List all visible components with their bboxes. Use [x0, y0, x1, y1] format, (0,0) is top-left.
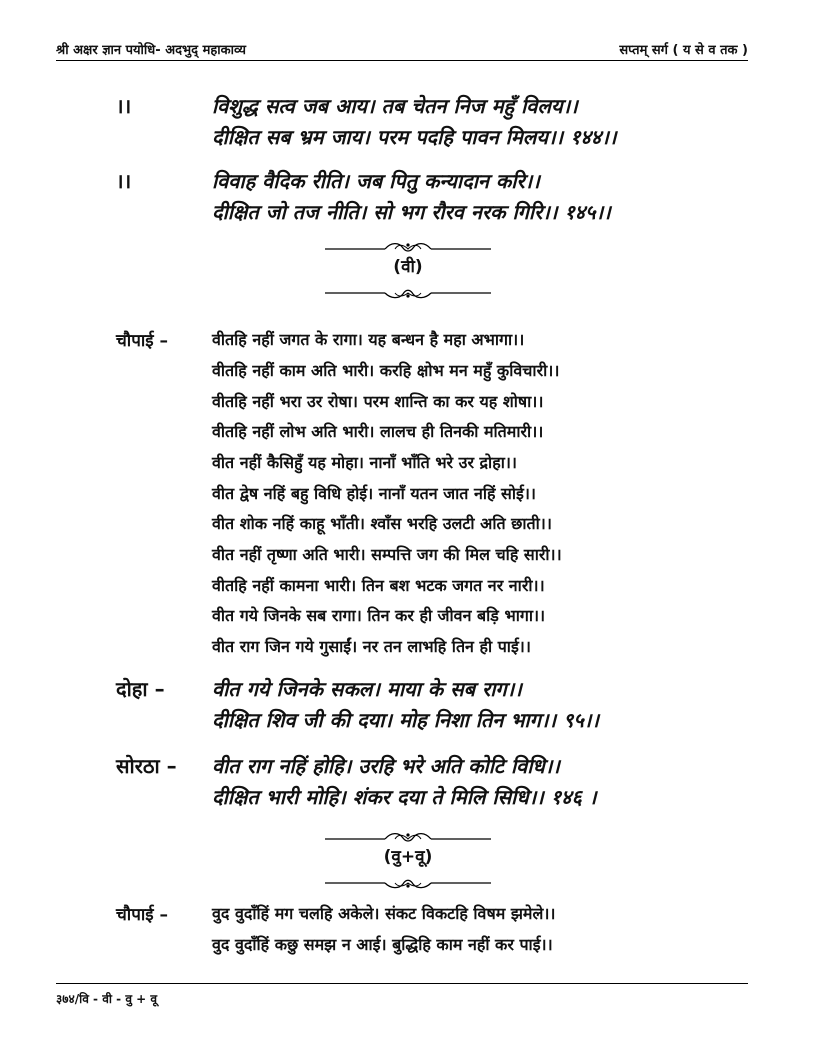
section-title: (वु+वू)	[383, 847, 433, 867]
chaupai-line: वीत राग जिन गये गुसाईं। नर तन लाभहि तिन ही पाई।।	[212, 637, 531, 656]
chaupai-line: वीत नहीं तृष्णा अति भारी। सम्पत्ति जग की मिल चहि सारी।।	[212, 545, 562, 564]
verse-marker: ।।	[116, 94, 132, 118]
page-header	[56, 40, 748, 62]
verse-line: दीक्षित जो तज नीति। सो भग रौरव नरक गिरि।। १४५।।	[212, 200, 611, 224]
chaupai-line: वीतहि नहीं लोभ अति भारी। लालच ही तिनकी मतिमारी।।	[212, 422, 544, 441]
verse-marker: ।।	[116, 169, 132, 193]
page-footer: ३७४/वि - वी - वु + वू	[56, 992, 158, 1006]
section-title: (वी)	[393, 257, 423, 277]
header-rule	[56, 60, 748, 61]
chaupai-label: चौपाई –	[116, 905, 169, 925]
verse-line: वीत गये जिनके सकल। माया के सब राग।।	[212, 677, 522, 701]
ornament-bottom-icon	[323, 876, 493, 890]
chaupai-line: वुद वुदाँहिं कछु समझ न आई। बुद्धिहि काम नहीं कर पाई।।	[212, 935, 553, 954]
footer-rule	[56, 983, 748, 984]
chaupai-line: वीत नहीं कैसिहुँ यह मोहा। नानाँ भाँति भरे उर द्रोहा।।	[212, 453, 517, 472]
ornament-bottom-icon	[323, 286, 493, 300]
verse-line: दीक्षित भारी मोहि। शंकर दया ते मिलि सिधि।। १४६ ।	[212, 785, 597, 809]
sortha-label: सोरठा –	[116, 754, 177, 778]
verse-line: दीक्षित सब भ्रम जाय। परम पदहि पावन मिलय।। १४४।।	[212, 125, 617, 149]
chaupai-line: वुद वुदाँहिं मग चलहि अकेले। संकट विकटहि विषम झमेले।।	[212, 904, 556, 923]
verse-line: विशुद्ध सत्व जब आय। तब चेतन निज महुँ विलय।।	[212, 94, 578, 118]
chaupai-line: वीतहि नहीं कामना भारी। तिन बश भटक जगत नर नारी।।	[212, 576, 545, 595]
verse-line: दीक्षित शिव जी की दया। मोह निशा तिन भाग।। ९५।।	[212, 708, 599, 732]
chaupai-line: वीत शोक नहिं काहू भाँती। श्वाँस भरहि उलटी अति छाती।।	[212, 514, 552, 533]
section-divider-vu	[323, 830, 493, 900]
ornament-top-icon	[323, 830, 493, 844]
chaupai-line: वीत गये जिनके सब रागा। तिन कर ही जीवन बड़ि भागा।।	[212, 606, 546, 625]
doha-label: दोहा –	[116, 677, 165, 701]
chaupai-line: वीतहि नहीं जगत के रागा। यह बन्धन है महा अभागा।।	[212, 330, 525, 349]
ornament-top-icon	[323, 240, 493, 254]
header-chapter: सप्तम् सर्ग ( य से व तक )	[619, 43, 748, 58]
verse-line: वीत राग नहिं होहि। उरहि भरे अति कोटि विधि।।	[212, 754, 560, 778]
chaupai-line: वीतहि नहीं भरा उर रोषा। परम शान्ति का कर यह शोषा।।	[212, 392, 544, 411]
verse-line: विवाह वैदिक रीति। जब पितु कन्यादान करि।।	[212, 169, 540, 193]
chaupai-label: चौपाई –	[116, 331, 169, 351]
header-book-title: श्री अक्षर ज्ञान पयोधि- अदभुद् महाकाव्य	[56, 43, 246, 58]
chaupai-line: वीत द्वेष नहिं बहु विधि होई। नानाँ यतन जात नहिं सोई।।	[212, 484, 536, 503]
section-divider-vi	[323, 240, 493, 310]
chaupai-line: वीतहि नहीं काम अति भारी। करहि क्षोभ मन महुँ कुविचारी।।	[212, 361, 560, 380]
